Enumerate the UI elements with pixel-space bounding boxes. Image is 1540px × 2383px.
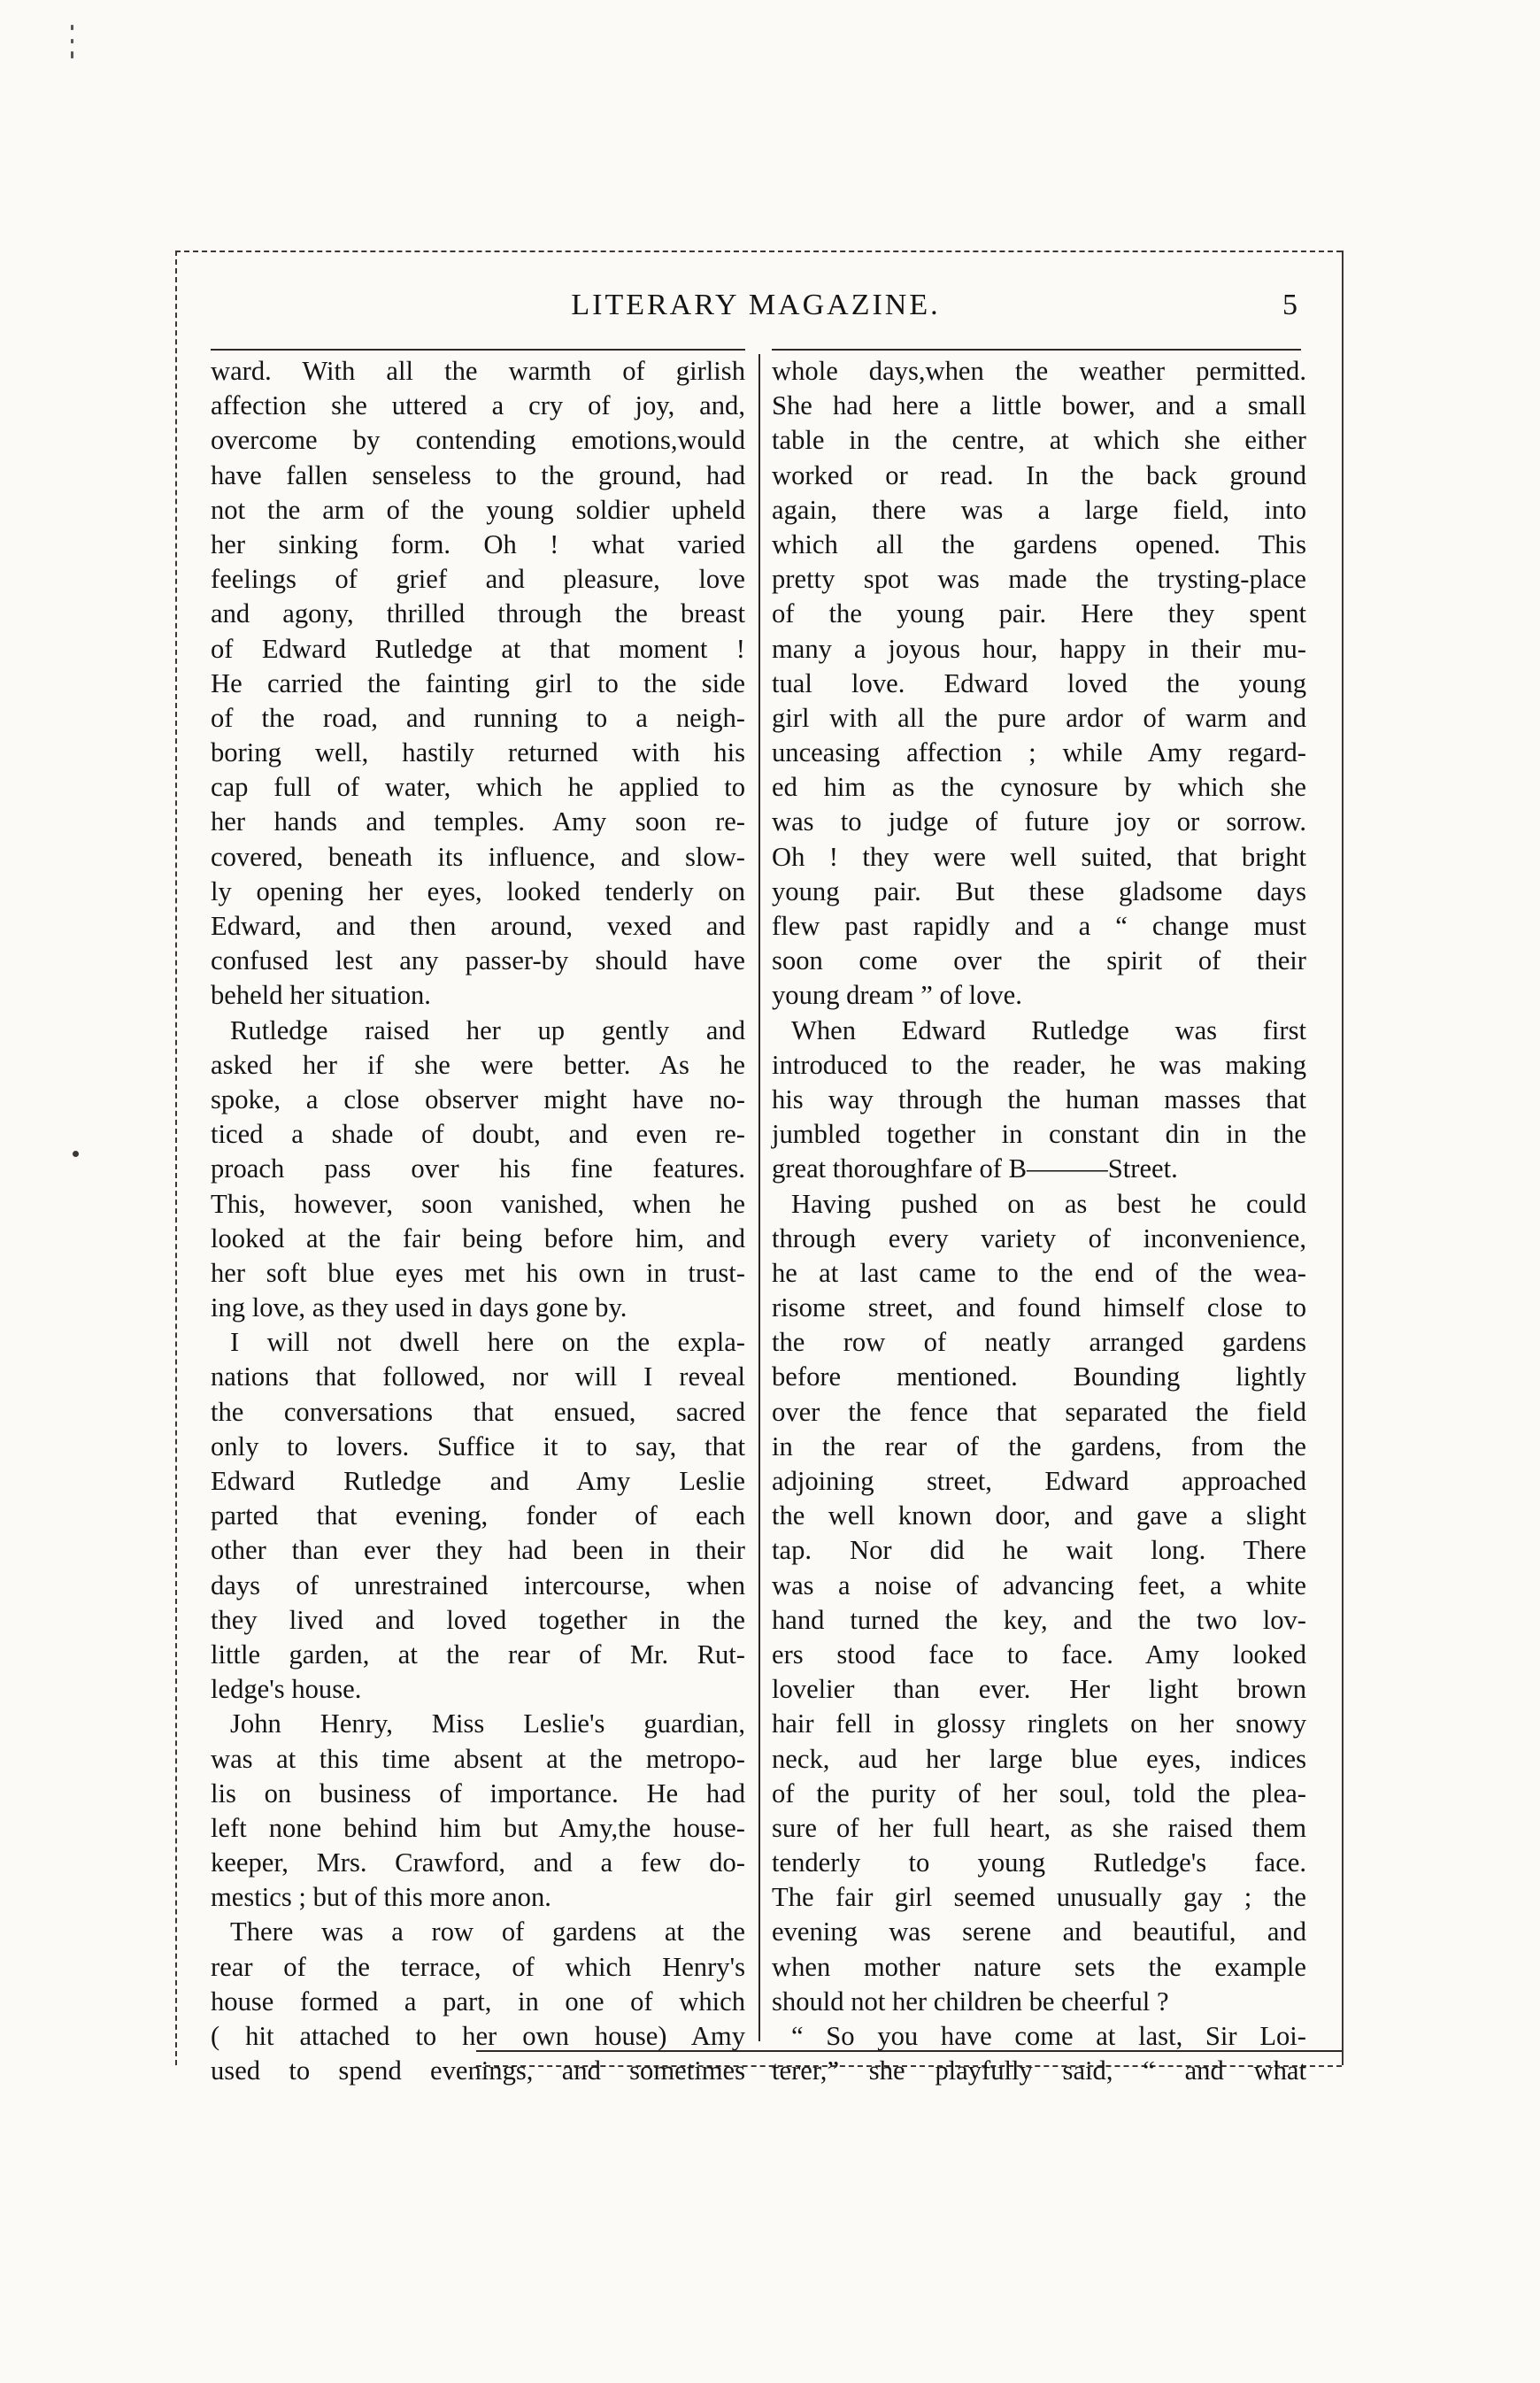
text-line: risome street, and found himself close to bbox=[772, 1292, 1306, 1323]
text-line: was at this time absent at the metropo- bbox=[211, 1743, 745, 1774]
text-line: ly opening her eyes, looked tenderly on bbox=[211, 875, 745, 906]
header-rule-left bbox=[211, 349, 745, 351]
text-line: lovelier than ever. Her light brown bbox=[772, 1674, 1306, 1705]
text-line: was to judge of future joy or sorrow. bbox=[772, 806, 1306, 837]
text-line: I will not dwell here on the expla- bbox=[230, 1327, 745, 1358]
text-line: young dream ” of love. bbox=[772, 980, 1022, 1011]
text-line: spoke, a close observer might have no- bbox=[211, 1084, 745, 1114]
running-head: LITERARY MAGAZINE. bbox=[571, 289, 941, 321]
text-line: terer,” she playfully said, “ and what bbox=[772, 2055, 1306, 2086]
text-line: soon come over the spirit of their bbox=[772, 945, 1306, 976]
text-line: his way through the human masses that bbox=[772, 1084, 1306, 1114]
text-line: before mentioned. Bounding lightly bbox=[772, 1361, 1306, 1392]
text-line: looked at the fair being before him, and bbox=[211, 1222, 745, 1253]
text-line: used to spend evenings, and sometimes bbox=[211, 2055, 745, 2086]
text-line: rear of the terrace, of which Henry's bbox=[211, 1951, 745, 1982]
text-line: hand turned the key, and the two lov- bbox=[772, 1604, 1306, 1635]
frame-top-border bbox=[175, 251, 1342, 252]
text-line: Oh ! they were well suited, that bright bbox=[772, 841, 1306, 872]
text-line: He carried the fainting girl to the side bbox=[211, 667, 745, 698]
text-line: have fallen senseless to the ground, had bbox=[211, 459, 745, 490]
text-line: he at last came to the end of the wea- bbox=[772, 1257, 1306, 1288]
scan-speck bbox=[71, 51, 73, 58]
text-line: nations that followed, nor will I reveal bbox=[211, 1361, 745, 1392]
text-line: She had here a little bower, and a small bbox=[772, 390, 1306, 421]
text-line: ledge's house. bbox=[211, 1674, 362, 1705]
page-header bbox=[209, 289, 1303, 333]
text-line: which all the gardens opened. This bbox=[772, 528, 1306, 559]
text-line: covered, beneath its influence, and slow- bbox=[211, 841, 745, 872]
text-line: introduced to the reader, he was making bbox=[772, 1049, 1306, 1080]
text-line: was a noise of advancing feet, a white bbox=[772, 1569, 1306, 1600]
text-line: unceasing affection ; while Amy regard- bbox=[772, 737, 1306, 768]
text-line: beheld her situation. bbox=[211, 980, 431, 1011]
text-line: ed him as the cynosure by which she bbox=[772, 772, 1306, 803]
text-line: ers stood face to face. Amy looked bbox=[772, 1639, 1306, 1670]
text-column-left bbox=[211, 354, 745, 2086]
text-line: confused lest any passer-by should have bbox=[211, 945, 745, 976]
text-line: mestics ; but of this more anon. bbox=[211, 1882, 551, 1913]
text-line: table in the centre, at which she either bbox=[772, 425, 1306, 456]
text-line: the conversations that ensued, sacred bbox=[211, 1396, 745, 1427]
text-line: John Henry, Miss Leslie's guardian, bbox=[230, 1708, 745, 1739]
text-line: other than ever they had been in their bbox=[211, 1535, 745, 1566]
page-number: 5 bbox=[1282, 289, 1297, 321]
text-line: of the purity of her soul, told the plea- bbox=[772, 1778, 1306, 1808]
text-line: ward. With all the warmth of girlish bbox=[211, 356, 745, 386]
text-line: feelings of grief and pleasure, love bbox=[211, 564, 745, 595]
text-line: evening was serene and beautiful, and bbox=[772, 1916, 1306, 1947]
text-line: through every variety of inconvenience, bbox=[772, 1222, 1306, 1253]
text-line: worked or read. In the back ground bbox=[772, 459, 1306, 490]
text-line: pretty spot was made the trysting-place bbox=[772, 564, 1306, 595]
text-line: proach pass over his fine features. bbox=[211, 1153, 745, 1184]
text-line: flew past rapidly and a “ change must bbox=[772, 911, 1306, 941]
text-line: boring well, hastily returned with his bbox=[211, 737, 745, 768]
text-line: ( hit attached to her own house) Amy bbox=[211, 2021, 745, 2051]
text-line: tap. Nor did he wait long. There bbox=[772, 1535, 1306, 1566]
header-rule-right bbox=[772, 349, 1301, 351]
text-line: Edward, and then around, vexed and bbox=[211, 911, 745, 941]
footer-rule bbox=[476, 2050, 1342, 2052]
text-line: many a joyous hour, happy in their mu- bbox=[772, 633, 1306, 664]
text-line: young pair. But these gladsome days bbox=[772, 875, 1306, 906]
text-line: When Edward Rutledge was first bbox=[791, 1014, 1306, 1045]
text-line: girl with all the pure ardor of warm and bbox=[772, 702, 1306, 733]
text-line: tenderly to young Rutledge's face. bbox=[772, 1847, 1306, 1878]
text-line: sure of her full heart, as she raised them bbox=[772, 1812, 1306, 1843]
text-line: of Edward Rutledge at that moment ! bbox=[211, 633, 745, 664]
text-line: The fair girl seemed unusually gay ; the bbox=[772, 1882, 1306, 1913]
text-line: her sinking form. Oh ! what varied bbox=[211, 528, 745, 559]
text-line: her hands and temples. Amy soon re- bbox=[211, 806, 745, 837]
text-line: There was a row of gardens at the bbox=[230, 1916, 745, 1947]
text-line: This, however, soon vanished, when he bbox=[211, 1188, 745, 1219]
text-line: great thoroughfare of B———Street. bbox=[772, 1153, 1178, 1184]
scan-speck bbox=[71, 25, 73, 30]
frame-right-border bbox=[1342, 251, 1344, 2065]
text-line: over the fence that separated the field bbox=[772, 1396, 1306, 1427]
text-line: and agony, thrilled through the breast bbox=[211, 598, 745, 629]
text-line: Rutledge raised her up gently and bbox=[230, 1014, 745, 1045]
text-line: neck, aud her large blue eyes, indices bbox=[772, 1743, 1306, 1774]
text-line: her soft blue eyes met his own in trust- bbox=[211, 1257, 745, 1288]
text-line: only to lovers. Suffice it to say, that bbox=[211, 1431, 745, 1461]
text-line: asked her if she were better. As he bbox=[211, 1049, 745, 1080]
text-line: in the rear of the gardens, from the bbox=[772, 1431, 1306, 1461]
text-line: cap full of water, which he applied to bbox=[211, 772, 745, 803]
column-divider bbox=[758, 354, 760, 2041]
text-line: jumbled together in constant din in the bbox=[772, 1119, 1306, 1150]
frame-left-border bbox=[175, 251, 177, 2065]
text-column-right bbox=[772, 354, 1306, 2086]
text-line: of the young pair. Here they spent bbox=[772, 598, 1306, 629]
text-line: not the arm of the young soldier upheld bbox=[211, 494, 745, 525]
text-line: they lived and loved together in the bbox=[211, 1604, 745, 1635]
text-line: the well known door, and gave a slight bbox=[772, 1500, 1306, 1531]
text-line: again, there was a large field, into bbox=[772, 494, 1306, 525]
scan-speck bbox=[71, 39, 73, 43]
text-line: whole days,when the weather permitted. bbox=[772, 356, 1306, 386]
text-line: should not her children be cheerful ? bbox=[772, 1986, 1169, 2017]
text-line: left none behind him but Amy,the house- bbox=[211, 1812, 745, 1843]
margin-mark bbox=[73, 1151, 79, 1157]
text-line: ing love, as they used in days gone by. bbox=[211, 1292, 628, 1323]
text-line: hair fell in glossy ringlets on her snowy bbox=[772, 1708, 1306, 1739]
text-line: house formed a part, in one of which bbox=[211, 1986, 745, 2017]
text-line: keeper, Mrs. Crawford, and a few do- bbox=[211, 1847, 745, 1878]
text-line: tual love. Edward loved the young bbox=[772, 667, 1306, 698]
text-line: overcome by contending emotions,would bbox=[211, 425, 745, 456]
text-line: the row of neatly arranged gardens bbox=[772, 1327, 1306, 1358]
text-line: days of unrestrained intercourse, when bbox=[211, 1569, 745, 1600]
text-line: lis on business of importance. He had bbox=[211, 1778, 745, 1808]
text-line: Having pushed on as best he could bbox=[791, 1188, 1306, 1219]
text-line: adjoining street, Edward approached bbox=[772, 1466, 1306, 1496]
text-line: when mother nature sets the example bbox=[772, 1951, 1306, 1982]
text-line: little garden, at the rear of Mr. Rut- bbox=[211, 1639, 745, 1670]
text-line: affection she uttered a cry of joy, and, bbox=[211, 390, 745, 421]
text-line: of the road, and running to a neigh- bbox=[211, 702, 745, 733]
text-line: “ So you have come at last, Sir Loi- bbox=[791, 2021, 1306, 2051]
text-line: Edward Rutledge and Amy Leslie bbox=[211, 1466, 745, 1496]
text-line: parted that evening, fonder of each bbox=[211, 1500, 745, 1531]
text-line: ticed a shade of doubt, and even re- bbox=[211, 1119, 745, 1150]
